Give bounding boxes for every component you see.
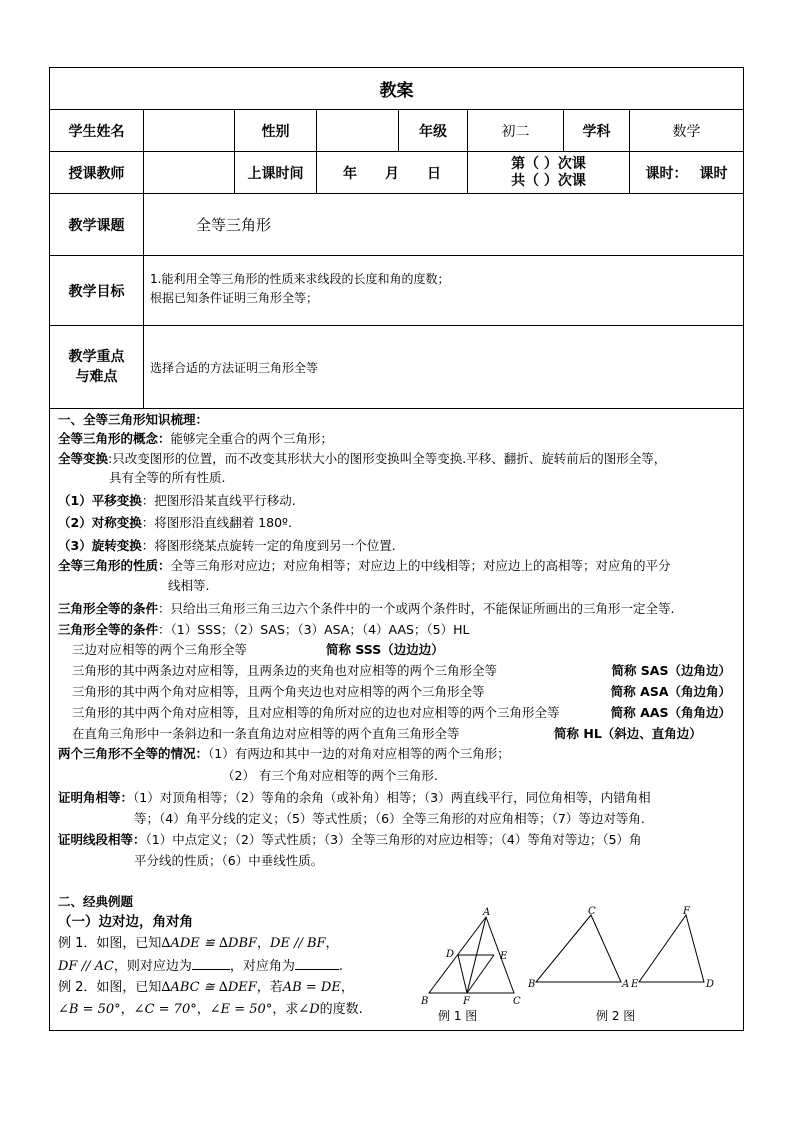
example-2-figure [526,905,736,995]
condition-note-term: 三角形全等的条件 [58,601,159,616]
teacher-info-row [50,152,743,194]
not-congruent-term: 两个三角形不全等的情况： [58,746,209,761]
not-congruent-case-1: （1）有两边和其中一边的对角对应相等的两个三角形； [208,746,510,761]
topic-value: 全等三角形 [196,216,272,234]
aas-text: 三角形的其中两个角对应相等，且对应相等的角所对应的边也对应相等的两个三角形全等 [72,705,560,720]
asa-line [72,683,735,701]
keypoints-label [50,326,144,408]
property-line [58,557,735,575]
subject-label: 学科 [564,110,630,151]
fig1-label-b: B [421,996,429,1005]
keypoints-value: 选择合适的方法证明三角形全等 [150,361,319,375]
fig2-label-e: E [631,979,639,990]
angle-proof-line [58,789,735,807]
hours-unit: 课时 [699,165,728,182]
goal-1: 1.能利用全等三角形的性质来求线段的长度和角的度数； [150,272,450,286]
section-1-title: 一、全等三角形知识梳理： [58,412,209,427]
goals-row [50,256,743,326]
fig1-label-a: A [483,907,491,918]
angle-proof-term: 证明角相等： [58,790,134,805]
asa-text: 三角形的其中两个角对应相等，且两个角夹边也对应相等的两个三角形全等 [72,684,485,699]
student-name-label: 学生姓名 [50,110,144,151]
hl-short: 简称 HL（斜边、直角边） [554,726,702,741]
not-congruent-case-2: （2） 有三个角对应相等的两个三角形. [222,768,438,783]
property-text: 全等三角形对应边；对应角相等；对应边上的中线相等；对应边上的高相等；对应角的平分 [170,558,671,573]
topic-label: 教学课题 [50,194,144,255]
ex1-math-parallel-1: DE // BF [270,936,326,951]
condition-list-line [58,621,735,639]
property-text-cont: 线相等. [168,578,210,593]
example-1-figure [418,905,528,1005]
asa-short: 简称 ASA（角边角） [610,684,731,699]
hours-cell[interactable] [630,152,743,193]
fig1-label-c: C [513,996,521,1005]
lesson-plan-sheet [49,67,744,1031]
hl-line [72,725,735,743]
grade-value: 初二 [468,110,564,151]
corresponding-angle-blank[interactable] [295,957,339,970]
ex2-text-c: ， [340,980,354,995]
translation-line [58,492,735,510]
teacher-field[interactable] [144,152,235,193]
sss-short: 简称 SSS（边边边） [326,642,444,657]
ex1-text-d: ，则对应边为 [113,959,192,974]
sss-line [72,641,735,659]
teacher-label: 授课教师 [50,152,144,193]
sas-short: 简称 SAS（边角边） [611,663,731,678]
sss-text: 三边对应相等的两个三角形全等 [72,642,248,657]
lesson-content [50,409,743,1030]
ex2-math-congruent: ∆ABC ≅ ∆DEF [161,980,257,995]
rotation-line [58,537,735,555]
keypoints-label-line1: 教学重点 [68,349,125,365]
concept-text: 能够完全重合的两个三角形； [170,431,334,446]
condition-list-term: 三角形全等的条件 [58,622,159,637]
condition-note-line [58,600,735,618]
aas-line [72,704,735,722]
goals-label: 教学目标 [50,256,144,325]
goals-value [144,256,743,325]
session-count[interactable] [468,152,630,193]
rotation-text: ：将图形绕某点旋转一定的角度到另一个位置. [141,538,396,553]
transform-line [58,450,735,468]
not-congruent-line [58,745,735,763]
ex1-math-congruent: ∆ADE ≌ ∆DBF [161,936,258,951]
fig1-label-d: D [446,949,455,960]
example-1-figure-caption: 例 1 图 [438,1009,478,1023]
ex2-math-angle-d: ∠D [298,1002,320,1017]
sas-line [72,662,735,680]
corresponding-side-blank[interactable] [192,957,230,970]
fig2-label-f: F [683,906,690,917]
fig1-label-f: F [463,996,470,1005]
transform-term: 全等变换 [58,451,109,466]
reflection-line [58,514,735,532]
segment-proof-text: （1）中点定义；（2）等式性质；（3）全等三角形的对应边相等；（4）等角对等边；（5）角 [145,832,642,847]
grade-label: 年级 [399,110,468,151]
ex2-math-angle-b: ∠B = 50° [58,1002,121,1017]
condition-note-text: ：只给出三角形三角三边六个条件中的一个或两个条件时，不能保证所画出的三角形一定全等. [158,601,675,616]
transform-text: :只改变图形的位置，而不改变其形状大小的图形变换叫全等变换.平移、翻折、旋转前后的图形全等， [108,451,667,466]
aas-short: 简称 AAS（角角边） [610,705,731,720]
segment-proof-line [58,831,735,849]
ex1-text-e: ，对应角为 [229,959,295,974]
reflection-text: ：将图形沿直线翻着 180º. [141,515,292,530]
fig2-label-a: A [622,979,630,990]
ex1-math-parallel-2: DF // AC [58,959,114,974]
topic-row [50,194,743,256]
ex2-math-angle-c: ∠C = 70° [133,1002,197,1017]
class-date[interactable]: 年 月 日 [317,152,468,193]
keypoints-label-line2: 与难点 [75,369,118,385]
page-title: 教案 [379,81,414,101]
hours-label: 课时： [645,165,688,182]
ex1-text-f: . [338,959,343,974]
section-2-subtitle: （一）边对边，角对角 [58,914,193,930]
hl-text: 在直角三角形中一条斜边和一条直角边对应相等的两个直角三角形全等 [72,726,460,741]
translation-term: （1）平移变换 [58,493,142,508]
angle-proof-text: （1）对顶角相等；（2）等角的余角（或补角）相等；（3）两直线平行，同位角相等，内错角相 [133,790,651,805]
fig1-label-e: E [500,951,508,962]
translation-text: ：把图形沿某直线平行移动. [141,493,296,508]
ex1-text-a: 例 1．如图，已知 [58,936,162,951]
keypoints-row [50,326,743,409]
example-2-figure-caption: 例 2 图 [596,1009,636,1023]
class-time-label: 上课时间 [235,152,317,193]
ex2-text-b: ，若 [256,980,283,995]
fig2-label-c: C [588,906,596,917]
reflection-term: （2）对称变换 [58,515,142,530]
segment-proof-term: 证明线段相等： [58,832,146,847]
angle-proof-text-cont: 等；（4）角平分线的定义；（5）等式性质；（6）全等三角形的对应角相等；（7）等边对等角. [134,811,645,826]
ex2-math-sides: AB = DE [282,980,341,995]
gender-label: 性别 [235,110,317,151]
concept-line [58,430,735,448]
ex1-text-c: ， [325,936,339,951]
ex2-text-e: ， [196,1002,210,1017]
ex2-text-a: 例 2．如图，已知 [58,980,162,995]
session-number: 第（ ）次课 [511,155,586,172]
ex2-text-d: ， [120,1002,134,1017]
ex2-text-f: ，求 [272,1002,299,1017]
student-info-row [50,110,743,152]
transform-text-cont: 具有全等的所有性质. [109,470,226,485]
fig2-label-b: B [528,979,536,990]
gender-field[interactable] [317,110,399,151]
goal-2: 根据已知条件证明三角形全等； [150,291,319,305]
segment-proof-text-cont: 平分线的性质；（6）中垂线性质。 [134,853,324,868]
property-term: 全等三角形的性质： [58,558,171,573]
title-row [50,68,743,110]
ex2-text-g: 的度数. [319,1002,363,1017]
ex1-text-b: ， [257,936,271,951]
rotation-term: （3）旋转变换 [58,538,142,553]
sas-text: 三角形的其中两条边对应相等，且两条边的夹角也对应相等的两个三角形全等 [72,663,498,678]
session-total: 共（ ）次课 [511,172,586,189]
subject-value: 数学 [672,123,701,140]
ex2-math-angle-e: ∠E = 50° [209,1002,273,1017]
concept-term: 全等三角形的概念： [58,431,171,446]
condition-list-text: ：（1）SSS；（2）SAS；（3）ASA；（4）AAS；（5）HL [158,622,470,637]
student-name-field[interactable] [144,110,235,151]
section-2-title: 二、经典例题 [58,894,134,909]
fig2-label-d: D [706,979,715,990]
